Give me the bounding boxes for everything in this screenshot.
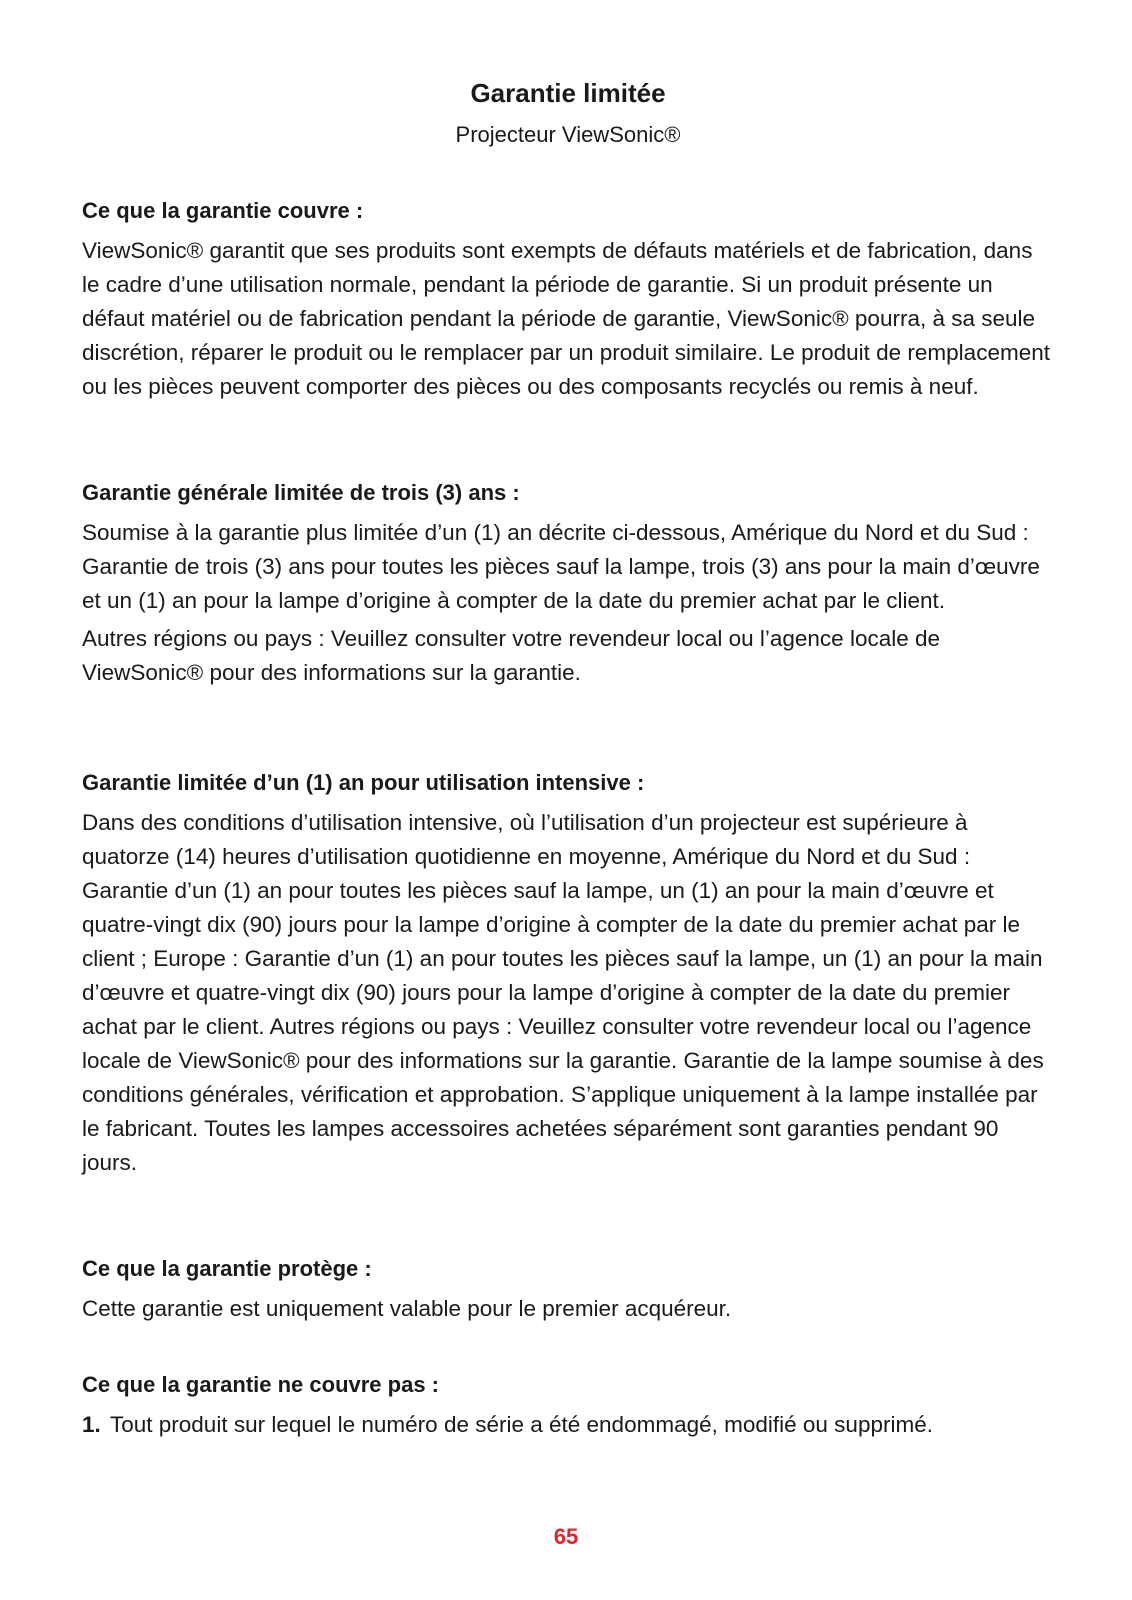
section-paragraph: Cette garantie est uniquement valable pour le premier acquéreur. bbox=[82, 1296, 732, 1321]
section-who-is-protected bbox=[82, 1254, 1054, 1330]
section-paragraph: Autres régions ou pays : Veuillez consulter votre revendeur local ou l’agence locale de ViewSonic® pour des informations sur la garantie. bbox=[82, 626, 941, 685]
section-paragraph: Soumise à la garantie plus limitée d’un (1) an décrite ci-dessous, Amérique du Nord et du Sud : Garantie de trois (3) ans pour toutes les pièces sauf la lampe, trois (3) ans pour la main d’œuvre et un (1) an pour la lampe d’origine à compter de la date du premier achat par le client. bbox=[82, 520, 1040, 613]
section-intensive-use-warranty bbox=[82, 768, 1054, 1184]
section-paragraph: ViewSonic® garantit que ses produits sont exempts de défauts matériels et de fabrication, dans le cadre d’une utilisation normale, pendant la période de garantie. Si un produit présente un défaut matériel ou de fabrication pendant la période de garantie, ViewSonic® pourra, à sa seule discrétion, réparer le produit ou le remplacer par un produit similaire. Le produit de remplacement ou les pièces peuvent comporter des pièces ou des composants recyclés ou remis à neuf. bbox=[82, 238, 1050, 399]
section-exclusions bbox=[82, 1370, 1054, 1442]
section-paragraph: Dans des conditions d’utilisation intensive, où l’utilisation d’un projecteur est supérieure à quatorze (14) heures d’utilisation quotidienne en moyenne, Amérique du Nord et du Sud : Garantie d’un (1) an pour toutes les pièces sauf la lampe, un (1) an pour la main d’œuvre et quatre-vingt dix (90) jours pour la lampe d’origine à compter de la date du premier achat par le client ; Europe : Garantie d’un (1) an pour toutes les pièces sauf la lampe, un (1) an pour la main d’œuvre et quatre-vingt dix (90) jours pour la lampe d’origine à compter de la date du premier achat par le client. Autres régions ou pays : Veuillez consulter votre revendeur local ou l’agence locale de ViewSonic® pour des informations sur la garantie. Garantie de la lampe soumise à des conditions générales, vérification et approbation. S’applique uniquement à la lampe installée par le fabricant. Toutes les lampes accessoires achetées séparément sont garanties pendant 90 jours. bbox=[82, 810, 1044, 1175]
list-item bbox=[82, 1408, 1054, 1442]
section-heading: Ce que la garantie couvre : bbox=[82, 198, 364, 223]
section-heading: Ce que la garantie ne couvre pas : bbox=[82, 1372, 440, 1397]
section-three-year-warranty bbox=[82, 478, 1054, 694]
page-number: 65 bbox=[553, 1524, 579, 1549]
document-page bbox=[82, 0, 1054, 1600]
page-title: Garantie limitée bbox=[470, 78, 666, 108]
section-heading: Ce que la garantie protège : bbox=[82, 1256, 372, 1281]
page-subtitle: Projecteur ViewSonic® bbox=[455, 122, 681, 147]
list-item-number: 1. bbox=[82, 1412, 101, 1437]
section-coverage bbox=[82, 196, 1054, 408]
section-heading: Garantie limitée d’un (1) an pour utilisation intensive : bbox=[82, 770, 645, 795]
section-heading: Garantie générale limitée de trois (3) ans : bbox=[82, 480, 520, 505]
list-item-text: Tout produit sur lequel le numéro de série a été endommagé, modifié ou supprimé. bbox=[110, 1412, 933, 1437]
